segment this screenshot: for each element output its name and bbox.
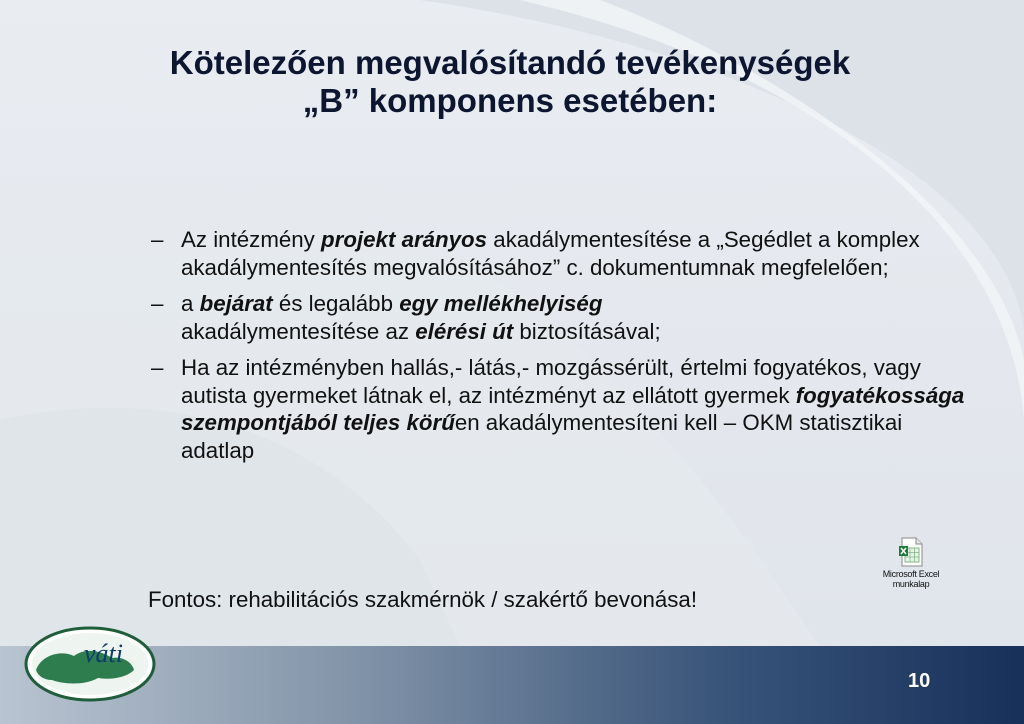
title-line-2: „B” komponens esetében:	[302, 82, 718, 119]
bullet-emphasis: egy mellékhelyiség	[399, 291, 603, 316]
bullet-item	[148, 290, 968, 345]
page-number: 10	[908, 670, 931, 692]
note-text: Fontos: rehabilitációs szakmérnök / szakértő bevonása!	[148, 587, 698, 612]
vati-logo	[22, 620, 162, 710]
bullet-text: Az intézmény	[181, 227, 322, 252]
bullet-emphasis: fogyatékossága szempontjából teljes körű	[181, 382, 965, 435]
bullet-dash: –	[151, 355, 164, 380]
bullet-emphasis: projekt arányos	[321, 227, 488, 252]
bullet-list	[148, 226, 968, 473]
bullet-item	[148, 354, 968, 464]
bullet-text: Ha az intézményben hallás,- látás,- mozgássérült, értelmi fogyatékos, vagy autista gyermeket látnak el, az intézményt az ellátott gyermek	[181, 355, 921, 408]
logo-text: váti	[84, 639, 123, 668]
bullet-item	[148, 226, 968, 281]
bullet-text: biztosításával;	[513, 318, 661, 344]
attachment-label-line-2: munkalap	[892, 579, 930, 589]
bullet-emphasis: bejárat	[199, 291, 273, 316]
bullet-text: akadálymentesítése a „Segédlet a komplex akadálymentesítés megvalósításához” c. dokumentumnak megfelelően;	[181, 227, 920, 280]
bullet-dash: –	[151, 291, 164, 316]
bullet-dash: –	[151, 227, 164, 252]
attachment-label-line-1: Microsoft Excel	[882, 569, 940, 579]
bullet-emphasis: elérési út	[415, 318, 514, 344]
slide-title	[60, 44, 960, 120]
title-line-1: Kötelezően megvalósítandó tevékenységek	[169, 44, 851, 81]
excel-attachment[interactable]	[868, 537, 954, 589]
excel-file-icon	[898, 537, 924, 567]
bullet-text: en akadálymentesíteni kell – OKM statisztikai adatlap	[181, 410, 903, 463]
bullet-text: és legalább	[272, 291, 400, 316]
bullet-text: a	[181, 291, 200, 316]
bullet-text: akadálymentesítése az	[181, 318, 416, 344]
